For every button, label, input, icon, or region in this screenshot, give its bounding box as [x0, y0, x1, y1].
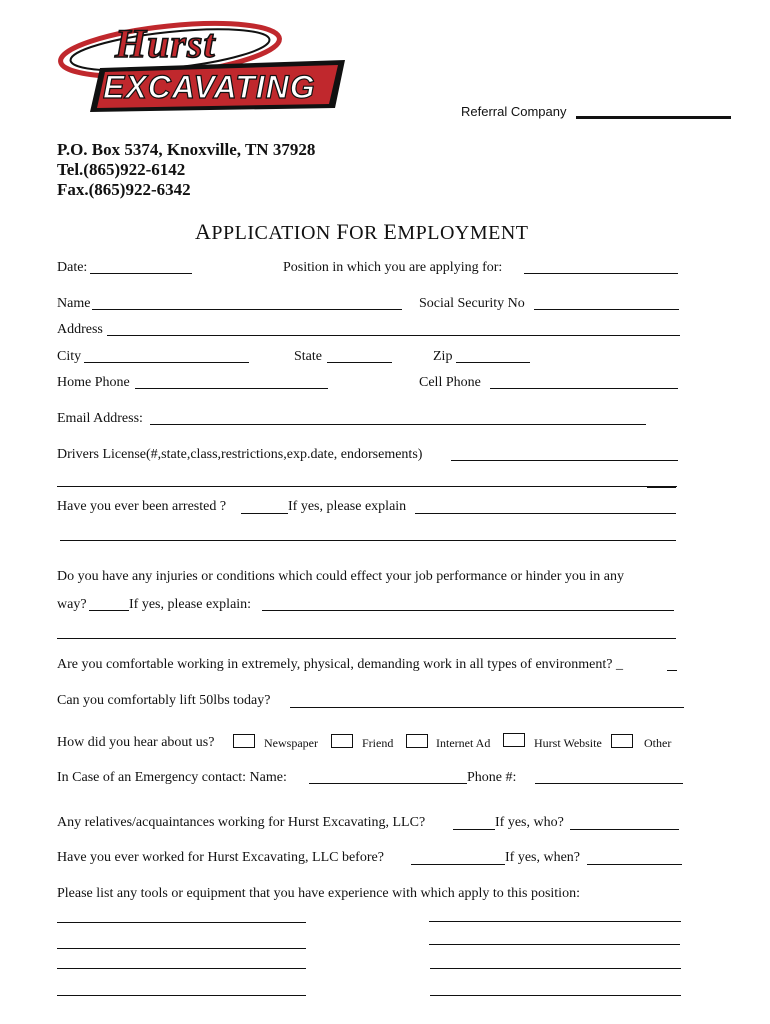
date-field[interactable]: [90, 273, 192, 274]
injuries-answer-field[interactable]: [89, 610, 129, 611]
email-field[interactable]: [150, 424, 646, 425]
home-phone-label: Home Phone: [57, 375, 130, 390]
email-label: Email Address:: [57, 411, 143, 426]
position-label: Position in which you are applying for:: [283, 260, 503, 275]
internet-ad-checkbox[interactable]: [406, 734, 428, 748]
injuries-way-label: way?: [57, 597, 87, 612]
arrested-label: Have you ever been arrested ?: [57, 499, 227, 514]
newspaper-option-label: Newspaper: [264, 736, 318, 750]
other-checkbox[interactable]: [611, 734, 633, 748]
newspaper-checkbox[interactable]: [233, 734, 255, 748]
name-label: Name: [57, 296, 91, 311]
home-phone-field[interactable]: [135, 388, 328, 389]
arrested-explain-field-2[interactable]: [60, 540, 676, 541]
ssn-label: Social Security No: [419, 296, 525, 311]
tools-field-left-4[interactable]: [57, 995, 306, 996]
state-field[interactable]: [327, 362, 392, 363]
lift-question: Can you comfortably lift 50lbs today?: [57, 693, 271, 708]
address-label: Address: [57, 322, 103, 337]
address-line-2: Tel.(865)922-6142: [57, 160, 186, 179]
hear-about-label: How did you hear about us?: [57, 735, 215, 750]
relatives-who-label: If yes, who?: [495, 815, 564, 830]
internet-ad-option-label: Internet Ad: [436, 736, 491, 750]
tools-question: Please list any tools or equipment that you have experience with which apply to this position:: [57, 886, 580, 901]
friend-checkbox[interactable]: [331, 734, 353, 748]
worked-when-label: If yes, when?: [505, 850, 581, 865]
worked-before-answer-field[interactable]: [411, 864, 505, 865]
drivers-license-label: Drivers License(#,state,class,restrictions,exp.date, endorsements): [57, 447, 423, 462]
cell-phone-field[interactable]: [490, 388, 678, 389]
referral-company-field[interactable]: [576, 116, 731, 119]
drivers-license-field-2[interactable]: [57, 486, 677, 487]
comfortable-question: Are you comfortable working in extremely, physical, demanding work in all types of environment? _: [57, 657, 623, 672]
emergency-phone-field[interactable]: [535, 783, 683, 784]
referral-company-label: Referral Company: [461, 104, 567, 119]
logo-script-text: Hurst: [115, 21, 216, 66]
tools-field-right-4[interactable]: [430, 995, 681, 996]
date-label: Date:: [57, 260, 88, 275]
tools-field-right-3[interactable]: [430, 968, 681, 969]
relatives-who-field[interactable]: [570, 829, 679, 830]
arrested-answer-field[interactable]: [241, 513, 288, 514]
city-field[interactable]: [84, 362, 249, 363]
tools-field-left-2[interactable]: [57, 948, 306, 949]
injuries-explain-field[interactable]: [262, 610, 674, 611]
logo-block-text: EXCAVATING: [103, 69, 316, 105]
tools-field-right-2[interactable]: [429, 944, 680, 945]
tools-field-left-1[interactable]: [57, 922, 306, 923]
worked-before-question: Have you ever worked for Hurst Excavating, LLC before?: [57, 850, 384, 865]
injuries-explain-field-2[interactable]: [57, 638, 676, 639]
tools-field-right-1[interactable]: [429, 921, 681, 922]
injuries-question-line-1: Do you have any injuries or conditions which could effect your job performance or hinder you in any: [57, 569, 624, 584]
address-line-3: Fax.(865)922-6342: [57, 180, 191, 199]
relatives-answer-field[interactable]: [453, 829, 495, 830]
hurst-website-checkbox[interactable]: [503, 733, 525, 747]
emergency-phone-label: Phone #:: [467, 770, 517, 785]
arrested-explain-label: If yes, please explain: [288, 499, 407, 514]
zip-field[interactable]: [456, 362, 530, 363]
position-field[interactable]: [524, 273, 678, 274]
tools-field-left-3[interactable]: [57, 968, 306, 969]
hurst-website-option-label: Hurst Website: [534, 736, 602, 750]
relatives-question: Any relatives/acquaintances working for Hurst Excavating, LLC?: [57, 815, 426, 830]
worked-when-field[interactable]: [587, 864, 682, 865]
cell-phone-label: Cell Phone: [419, 375, 481, 390]
arrested-explain-field[interactable]: [415, 513, 676, 514]
drivers-license-field[interactable]: [451, 460, 678, 461]
page-title: APPLICATION FOR EMPLOYMENT: [195, 219, 529, 244]
drivers-license-field-2b: [647, 486, 676, 488]
comfortable-answer-field[interactable]: [667, 670, 677, 671]
friend-option-label: Friend: [362, 736, 394, 750]
emergency-contact-label: In Case of an Emergency contact: Name:: [57, 770, 287, 785]
injuries-explain-label: If yes, please explain:: [129, 597, 252, 612]
lift-answer-field[interactable]: [290, 707, 684, 708]
emergency-name-field[interactable]: [309, 783, 467, 784]
company-logo: [55, 20, 345, 112]
address-line-1: P.O. Box 5374, Knoxville, TN 37928: [57, 140, 316, 159]
city-label: City: [57, 349, 82, 364]
zip-label: Zip: [433, 349, 453, 364]
ssn-field[interactable]: [534, 309, 679, 310]
other-option-label: Other: [644, 736, 672, 750]
address-field[interactable]: [107, 335, 680, 336]
state-label: State: [294, 349, 322, 364]
name-field[interactable]: [92, 309, 402, 310]
